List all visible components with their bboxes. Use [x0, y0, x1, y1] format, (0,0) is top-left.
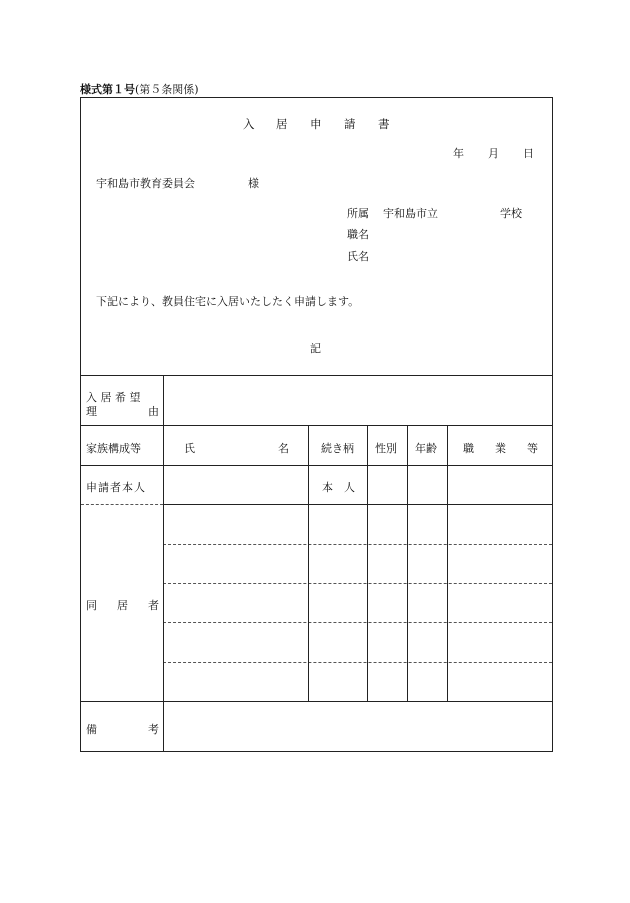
rule-reason-top — [80, 375, 553, 376]
ki-mark: 記 — [310, 342, 321, 355]
cohabitant-label-a: 同 — [86, 599, 97, 612]
dash-label-col — [81, 504, 163, 505]
reason-label-line2-b: 由 — [148, 405, 159, 418]
addressee-honorific: 様 — [248, 177, 259, 190]
date-month: 月 — [488, 147, 499, 160]
request-text: 下記により、教員住宅に入居いたしたく申請します。 — [96, 295, 360, 308]
affiliation-value: 宇和島市立 — [383, 207, 438, 220]
cohabitant-label-c: 者 — [148, 599, 159, 612]
col-name-a: 氏 — [184, 442, 195, 455]
form-number — [80, 81, 199, 97]
date-year: 年 — [453, 147, 464, 160]
title-char-1: 入 — [243, 117, 255, 131]
dash-row-4 — [163, 662, 552, 663]
col-relation: 続き柄 — [321, 442, 354, 455]
form-number-label: 様式第１号 — [80, 83, 135, 96]
title-char-2: 居 — [276, 117, 288, 131]
applicant-relation: 本 人 — [322, 481, 355, 494]
cohabitant-label-b: 居 — [117, 599, 128, 612]
remarks-label-a: 備 — [86, 723, 97, 736]
remarks-label-b: 考 — [148, 723, 159, 736]
col-sex-divider — [407, 425, 408, 701]
col-relation-divider — [367, 425, 368, 701]
applicant-row-label: 申請者本人 — [86, 481, 146, 494]
col-name-divider — [308, 425, 309, 701]
col-sex: 性別 — [375, 442, 397, 455]
school-suffix: 学校 — [500, 207, 522, 220]
family-label: 家族構成等 — [86, 442, 141, 455]
form-relation: (第５条関係) — [135, 83, 199, 96]
title-char-3: 申 — [310, 117, 322, 131]
col-age-divider — [447, 425, 448, 701]
col-job-b: 業 — [495, 442, 506, 455]
dash-row-3 — [163, 622, 552, 623]
affiliation-label: 所属 — [347, 207, 369, 220]
col-name-b: 名 — [278, 442, 289, 455]
col-label-divider — [163, 375, 164, 752]
addressee-name: 宇和島市教育委員会 — [96, 177, 195, 190]
position-label: 職名 — [347, 228, 369, 241]
reason-label-line1: 入 居 希 望 — [86, 391, 141, 404]
dash-row-2 — [163, 583, 552, 584]
col-age: 年齢 — [415, 442, 437, 455]
col-job-c: 等 — [527, 442, 538, 455]
reason-label-line2-a: 理 — [86, 405, 97, 418]
name-label: 氏名 — [347, 250, 369, 263]
title-char-4: 請 — [344, 117, 356, 131]
dash-row-1 — [163, 544, 552, 545]
rule-header-bottom — [80, 465, 553, 466]
date-day: 日 — [523, 147, 534, 160]
col-job-a: 職 — [463, 442, 474, 455]
rule-applicant-bottom — [163, 504, 553, 505]
rule-cohabitant-bottom — [80, 701, 553, 702]
rule-reason-bottom — [80, 425, 553, 426]
title-char-5: 書 — [378, 117, 390, 131]
